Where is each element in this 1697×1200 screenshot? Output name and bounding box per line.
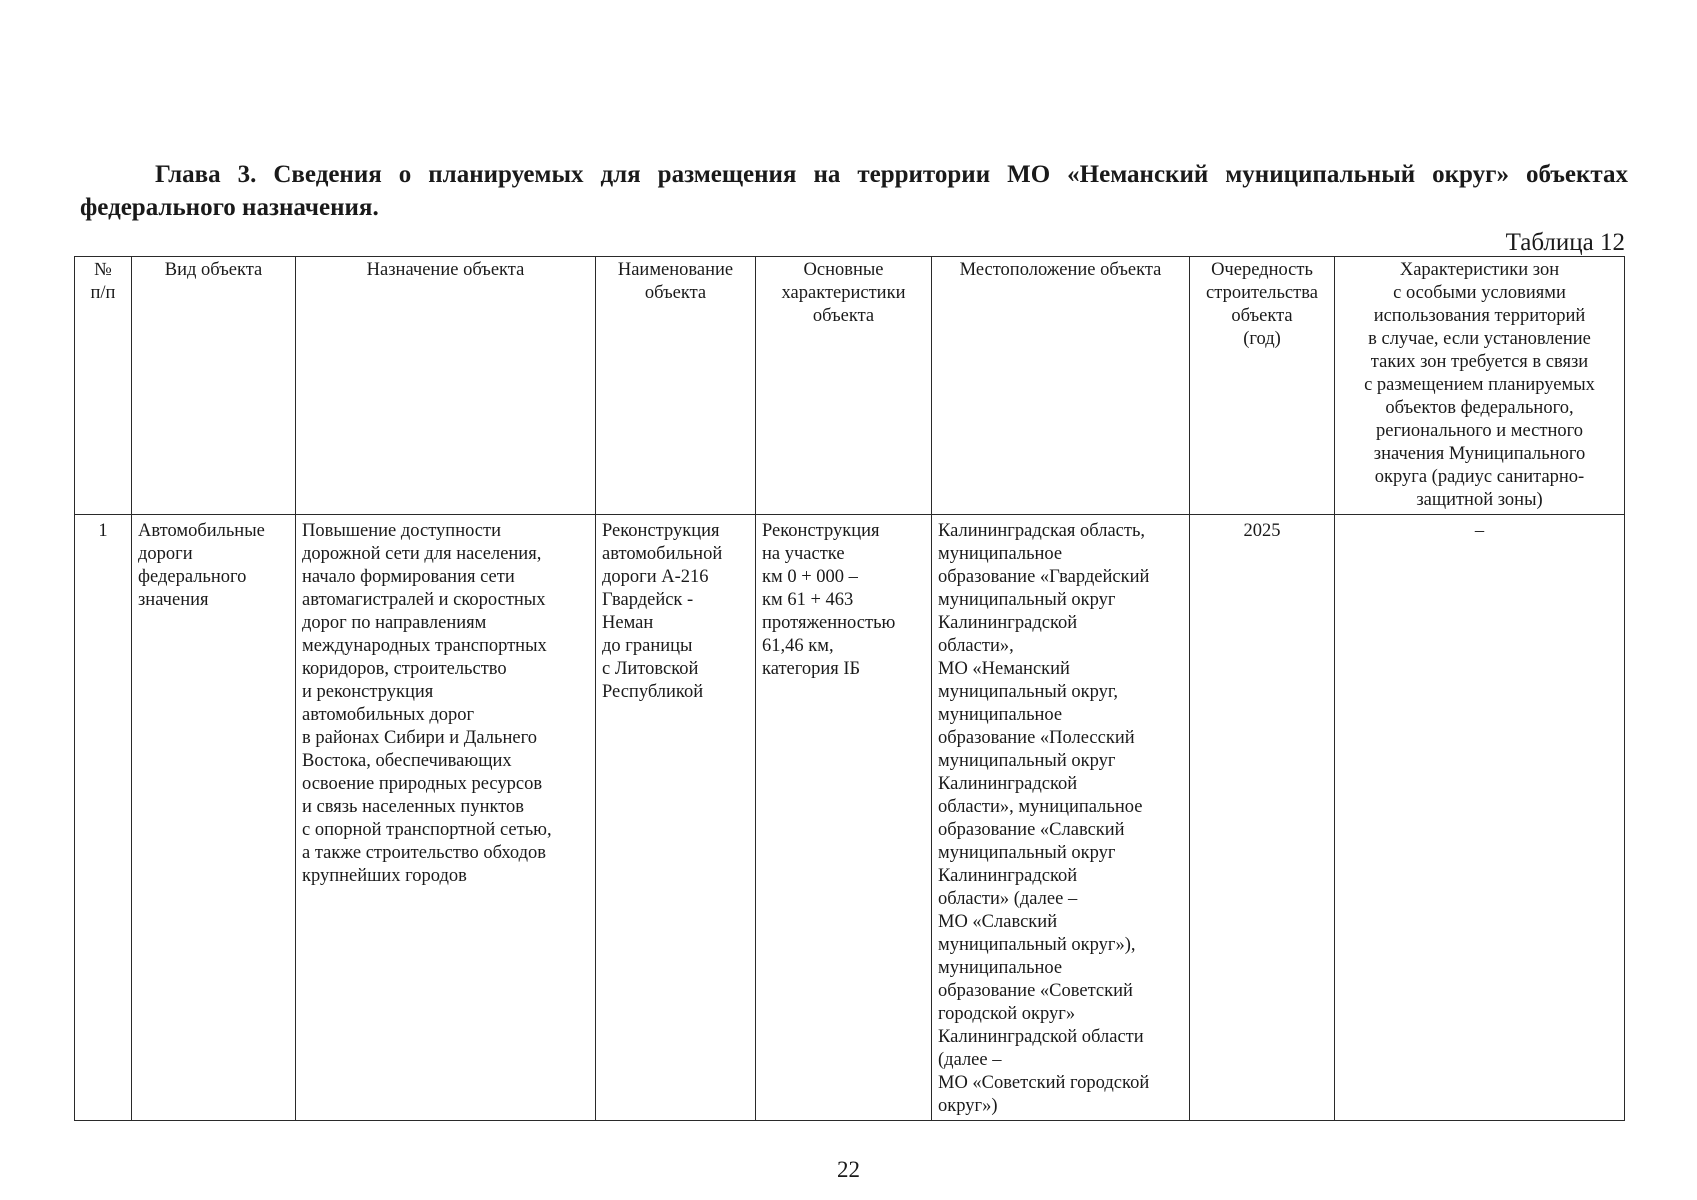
header-zone-characteristics: Характеристики зон с особыми условиями использования территорий в случае, если установление таких зон требуется в связи с размещением планируемых объектов федерального, регионального и местного значения Муниципального округа (радиус санитарно- защитной зоны) [1335, 257, 1625, 515]
header-object-characteristics: Основные характеристики объекта [756, 257, 932, 515]
cell-num: 1 [75, 515, 132, 1121]
header-object-type: Вид объекта [132, 257, 296, 515]
cell-object-name: Реконструкция автомобильной дороги А-216 Гвардейск - Неман до границы с Литовской Республикой [596, 515, 756, 1121]
federal-objects-table [74, 256, 1625, 1121]
page-number: 22 [837, 1157, 860, 1182]
cell-construction-year: 2025 [1190, 515, 1335, 1121]
header-num: № п/п [75, 257, 132, 515]
cell-object-type: Автомобильные дороги федерального значения [132, 515, 296, 1121]
header-construction-order: Очередность строительства объекта (год) [1190, 257, 1335, 515]
header-object-name: Наименование объекта [596, 257, 756, 515]
table-caption: Таблица 12 [1505, 229, 1625, 256]
cell-zone-characteristics: – [1335, 515, 1625, 1121]
table-header-row [75, 257, 1625, 515]
cell-object-location: Калининградская область, муниципальное образование «Гвардейский муниципальный округ Калининградской области», МО «Неманский муниципальный округ, муниципальное образование «Полесский муниципальный округ Калининградской области», муниципальное образование «Славский муниципальный округ Калининградской области» (далее – МО «Славский муниципальный округ»), муниципальное образование «Советский городской округ» Калининградской области (далее – МО «Советский городской округ») [932, 515, 1190, 1121]
chapter-heading: Глава 3. Сведения о планируемых для размещения на территории МО «Неманский муниципальный округ» объектах федерального назначения. [80, 161, 1628, 221]
table-row [75, 515, 1625, 1121]
header-object-location: Местоположение объекта [932, 257, 1190, 515]
cell-object-characteristics: Реконструкция на участке км 0 + 000 – км 61 + 463 протяженностью 61,46 км, категория IБ [756, 515, 932, 1121]
cell-object-purpose: Повышение доступности дорожной сети для населения, начало формирования сети автомагистралей и скоростных дорог по направлениям международных транспортных коридоров, строительство и реконструкция автомобильных дорог в районах Сибири и Дальнего Востока, обеспечивающих освоение природных ресурсов и связь населенных пунктов с опорной транспортной сетью, а также строительство обходов крупнейших городов [296, 515, 596, 1121]
header-object-purpose: Назначение объекта [296, 257, 596, 515]
